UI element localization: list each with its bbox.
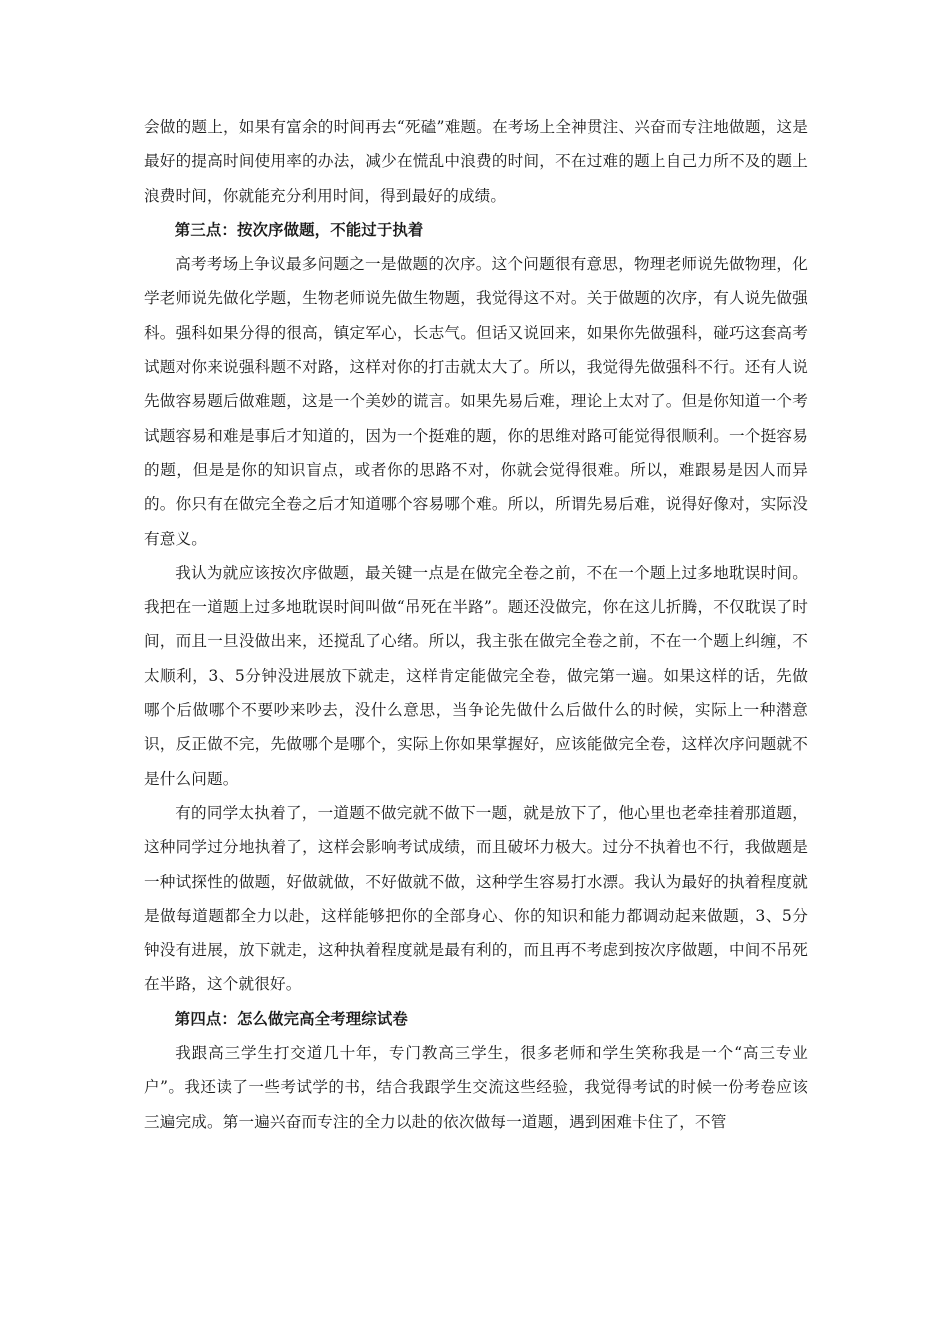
document-body [144,110,808,1139]
paragraph: 我跟高三学生打交道几十年，专门教高三学生，很多老师和学生笑称我是一个“高三专业户”。我还读了一些考试学的书，结合我跟学生交流这些经验，我觉得考试的时候一份考卷应该三遍完成。第一遍兴奋而专注的全力以赴的依次做每一道题，遇到困难卡住了，不管 [144,1044,808,1131]
section-heading-4: 第四点：怎么做完高全考理综试卷 [174,1009,408,1028]
paragraph-continued: 会做的题上，如果有富余的时间再去“死磕”难题。在考场上全神贯注、兴奋而专注地做题，这是最好的提高时间使用率的办法，减少在慌乱中浪费的时间，不在过难的题上自己力所不及的题上浪费时间，你就能充分利用时间，得到最好的成绩。 [144,118,808,205]
paragraph: 有的同学太执着了，一道题不做完就不做下一题，就是放下了，他心里也老牵挂着那道题，这种同学过分地执着了，这样会影响考试成绩，而且破坏力极大。过分不执着也不行，我做题是一种试探性的做题，好做就做，不好做就不做，这种学生容易打水漂。我认为最好的执着程度就是做每道题都全力以赴，这样能够把你的全部身心、你的知识和能力都调动起来做题，3、5分钟没有进展，放下就走，这种执着程度就是最有利的，而且再不考虑到按次序做题，中间不吊死在半路，这个就很好。 [144,803,808,994]
paragraph: 我认为就应该按次序做题，最关键一点是在做完全卷之前，不在一个题上过多地耽误时间。我把在一道题上过多地耽误时间叫做“吊死在半路”。题还没做完，你在这儿折腾，不仅耽误了时间，而且一旦没做出来，还搅乱了心绪。所以，我主张在做完全卷之前，不在一个题上纠缠，不太顺利，3、5分钟没进展放下就走，这样肯定能做完全卷，做完第一遍。如果这样的话，先做哪个后做哪个不要吵来吵去，没什么意思，当争论先做什么后做什么的时候，实际上一种潜意识，反正做不完，先做哪个是哪个，实际上你如果掌握好，应该能做完全卷，这样次序问题就不是什么问题。 [144,563,808,788]
section-heading-3: 第三点：按次序做题，不能过于执着 [174,220,424,239]
paragraph: 高考考场上争议最多问题之一是做题的次序。这个问题很有意思，物理老师说先做物理，化学老师说先做化学题，生物老师说先做生物题，我觉得这不对。关于做题的次序，有人说先做强科。强科如果分得的很高，镇定军心，长志气。但话又说回来，如果你先做强科，碰巧这套高考试题对你来说强科题不对路，这样对你的打击就太大了。所以，我觉得先做强科不行。还有人说先做容易题后做难题，这是一个美妙的谎言。如果先易后难，理论上太对了。但是你知道一个考试题容易和难是事后才知道的，因为一个挺难的题，你的思维对路可能觉得很顺利。一个挺容易的题，但是是你的知识盲点，或者你的思路不对，你就会觉得很难。所以，难跟易是因人而异的。你只有在做完全卷之后才知道哪个容易哪个难。所以，所谓先易后难，说得好像对，实际没有意义。 [144,255,808,548]
